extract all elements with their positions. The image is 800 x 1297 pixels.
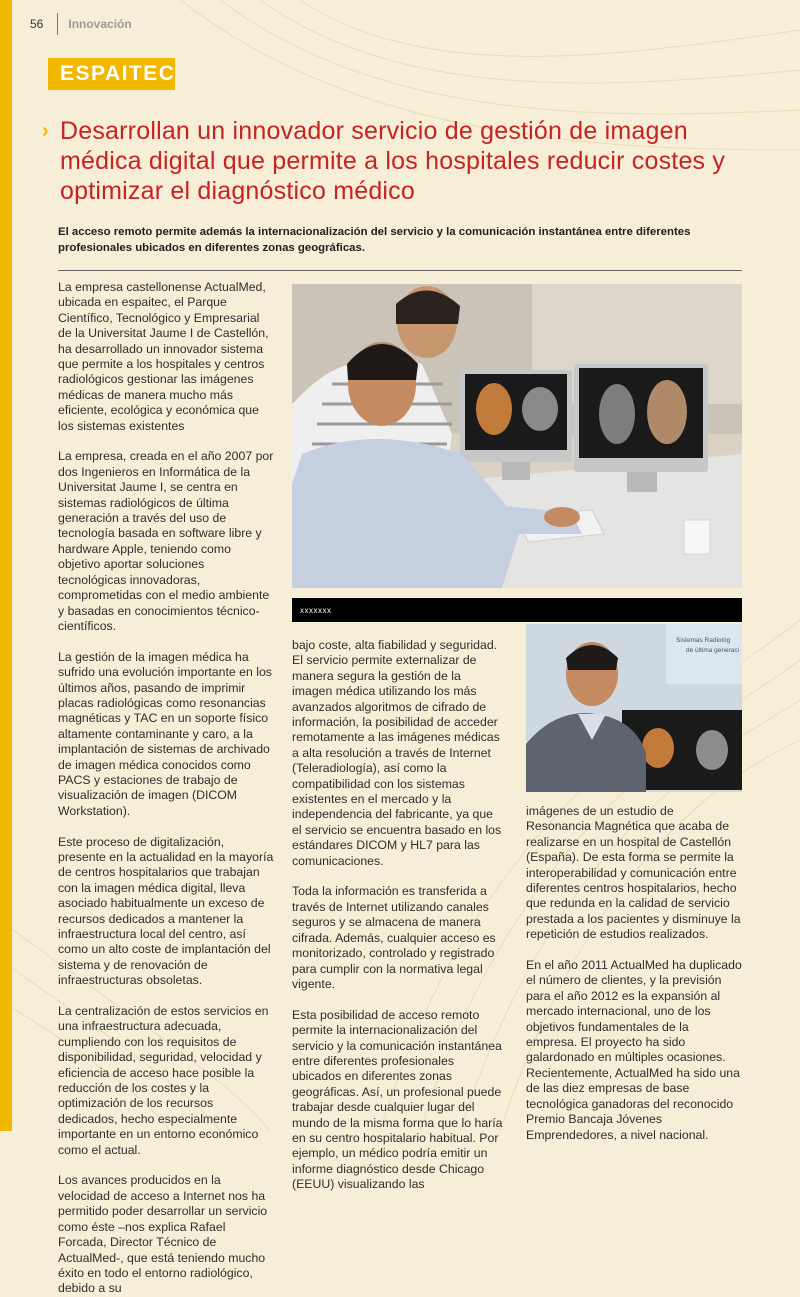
paragraph: La empresa castellonense ActualMed, ubicada en espaitec, el Parque Científico, Tecnológico y Empresarial de la Universitat Jaume I de Castellón, ha desarrollado un innovador sistema que permite a los hospitales y centros radiológicos gestionar las imágenes médicas de manera mucho más eficiente, ecológica y económica que los sistemas existentes	[58, 280, 269, 433]
secondary-photo-illustration	[526, 624, 742, 792]
paragraph: La centralización de estos servicios en una infraestructura adecuada, cumpliendo con los requisitos de disponibilidad, seguridad, velocidad y eficiencia de acceso hace posible la reducción de los costes y la optimización de los recursos dedicados, hecho especialmente importante en un entorno económico como el actual.	[58, 1004, 269, 1157]
text-column-1	[58, 280, 274, 1297]
main-photo-illustration	[292, 284, 742, 588]
paragraph: Los avances producidos en la velocidad de acceso a Internet nos ha permitido poder desarrollar un servicio como éste –nos explica Rafael Forcada, Director Técnico de ActualMed-, que está teniendo mucho éxito en todo el entorno radiológico, debido a su	[58, 1173, 268, 1296]
sign-text-line-1: Sistemas Radiológ	[676, 637, 731, 644]
paragraph: Esta posibilidad de acceso remoto permite la internacionalización del servicio y la comunicación instantánea entre diferentes profesionales ubicados en diferentes zonas geográficas. Así, un profesional puede trabajar desde cualquier lugar del mundo de la misma forma que lo haría en su centro hospitalario habitual. Por ejemplo, un médico podría emitir un informe diagnóstico desde Chicago (EEUU) visualizando las	[292, 1007, 503, 1192]
section-divider	[58, 270, 742, 271]
photo-caption-bar	[292, 598, 742, 622]
text-column-3	[526, 804, 742, 1143]
paragraph: bajo coste, alta fiabilidad y seguridad. El servicio permite externalizar de manera segura la gestión de la imagen médica utilizando los más avanzados algoritmos de cifrado de información, la posibilidad de acceder remotamente a las imágenes médicas a alta resolución a través de Internet (Teleradiología), así como la compatibilidad con los sistemas existentes en el mercado y la independencia del fabricante, ya que el servicio se encuentra basado en los estándares DICOM y HL7 para las comunicaciones.	[292, 638, 502, 868]
page-number: 56	[30, 17, 44, 31]
section-name: Innovación	[68, 17, 132, 31]
paragraph: Este proceso de digitalización, presente en la actualidad en la mayoría de centros hospitalarios que trabajan con la imagen médica digital, lleva asociado habitualmente un exceso de recursos dedicados a mantener la infraestructura local del centro, así como un alto coste de implantación del sistema y de renovación de infraestructuras obsoletas.	[58, 834, 274, 988]
espaitec-label: ESPAITEC	[60, 62, 176, 85]
header-divider	[57, 13, 58, 35]
photo-caption: xxxxxxx	[300, 605, 332, 615]
espaitec-label-bar	[48, 58, 175, 90]
headline-block	[42, 116, 762, 206]
text-column-2	[292, 638, 504, 1193]
left-accent-strip	[0, 0, 12, 1131]
paragraph: La empresa, creada en el año 2007 por dos Ingenieros en Informática de la Universitat Jaume I, se centra en sistemas radiológicos de última generación a través del uso de tecnología basada en software libre y hardware Apple, teniendo como objetivo aportar soluciones tecnológicas innovadoras, comprometidas con el medio ambiente y basadas en conocimientos técnico-científicos.	[58, 449, 274, 633]
paragraph: imágenes de un estudio de Resonancia Magnética que acaba de realizarse en un hospital de Castellón (España). De esta forma se permite la interoperabilidad y comunicación entre diferentes centros hospitalarios, hecho que redunda en la calidad de servicio prestada a los pacientes y disminuye la repetición de estudios realizados.	[526, 804, 741, 942]
main-photo	[292, 284, 742, 588]
paragraph: En el año 2011 ActualMed ha duplicado el número de clientes, y la previsión para el año 2012 es la expansión al mercado internacional, uno de los objetivos fundamentales de la empresa. El proyecto ha sido galardonado en múltiples ocasiones. Recientemente, ActualMed ha sido una de las diez empresas de base tecnológica ganadoras del reconocido Premio Bancaja Jóvenes Emprendedores, a nivel nacional.	[526, 958, 742, 1142]
page-header	[30, 12, 132, 36]
sign-text-line-2: de última generaci	[686, 647, 740, 654]
paragraph: La gestión de la imagen médica ha sufrido una evolución importante en los últimos años, pasando de imprimir placas radiológicas como resonancias magnéticas y TAC en un soporte físico altamente contaminante y caro, a la implantación de sistemas de archivado de imagen médica conocidos como PACS y estaciones de trabajo de visualización de imagen (DICOM Workstation).	[58, 649, 272, 818]
paragraph: Toda la información es transferida a través de Internet utilizando canales seguros y se almacena de manera cifrada. Además, cualquier acceso es monitorizado, controlado y registrado para cumplir con la normativa legal vigente.	[292, 884, 496, 991]
chevron-right-icon: ›	[42, 120, 49, 142]
article-lead: El acceso remoto permite además la internacionalización del servicio y la comunicación instantánea entre diferentes profesionales ubicados en diferentes zonas geográficas.	[58, 226, 691, 254]
secondary-photo	[526, 624, 742, 792]
article-headline: Desarrollan un innovador servicio de gestión de imagen médica digital que permite a los hospitales reducir costes y optimizar el diagnóstico médico	[60, 117, 726, 205]
